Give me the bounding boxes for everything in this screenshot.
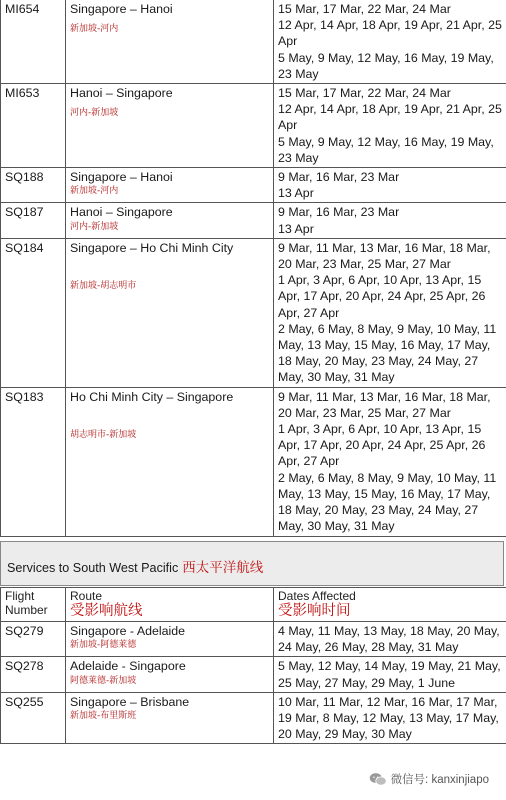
dates-line: 1 Apr, 3 Apr, 6 Apr, 10 Apr, 13 Apr, 15 Apr, 17 Apr, 20 Apr, 24 Apr, 25 Apr, 26 Apr, 27 Apr [278,273,486,320]
flight-number-cell: SQ255 [1,692,66,744]
watermark-text: 微信号: kanxinjiapo [390,774,489,786]
route-cell [66,238,274,387]
route-label: Hanoi – Singapore [70,205,173,220]
table-row [1,168,506,203]
dates-cell [274,238,506,387]
route-cell [66,0,274,84]
dates-line: 9 Mar, 16 Mar, 23 Mar [278,205,400,220]
dates-line: 5 May, 12 May, 14 May, 19 May, 21 May, 25 May, 27 May, 29 May, 1 June [278,659,501,690]
route-label-cn: 阿德莱德-新加坡 [70,675,137,686]
table-header-row [1,588,506,622]
route-cell [66,387,274,536]
route-label: Ho Chi Minh City – Singapore [70,389,234,404]
dates-line: 15 Mar, 17 Mar, 22 Mar, 24 Mar [278,86,451,101]
dates-cell [274,0,506,84]
wechat-icon [369,772,387,787]
flight-number-cell: SQ188 [1,168,66,203]
dates-cell [274,692,506,744]
dates-line: 9 Mar, 11 Mar, 13 Mar, 16 Mar, 18 Mar, 20 Mar, 23 Mar, 25 Mar, 27 Mar [278,389,491,420]
header-route: Route 受影响航线 [66,588,274,622]
table-row [1,622,506,657]
flight-number-cell: MI654 [1,0,66,84]
dates-line: 2 May, 6 May, 8 May, 9 May, 10 May, 11 May, 13 May, 15 May, 16 May, 17 May, 18 May, 20 May, 23 May, 24 May, 27 May, 30 May, 31 May [278,321,497,385]
route-label-cn: 新加坡-胡志明市 [70,281,137,292]
route-cell [66,622,274,657]
route-label-cn: 新加坡-布里斯班 [70,711,137,722]
dates-cell [274,387,506,536]
dates-line: 15 Mar, 17 Mar, 22 Mar, 24 Mar [278,2,451,16]
flight-number-cell: MI653 [1,84,66,168]
route-label: Singapore - Adelaide [70,624,186,638]
flight-number-cell: SQ183 [1,387,66,536]
table-row [1,387,506,536]
wechat-watermark [366,770,492,788]
route-label-cn: 河内-新加坡 [70,221,119,232]
dates-line: 9 Mar, 16 Mar, 23 Mar [278,170,400,185]
route-cell [66,168,274,203]
flight-number-cell: SQ187 [1,203,66,238]
dates-cell [274,657,506,692]
dates-line: 12 Apr, 14 Apr, 18 Apr, 19 Apr, 21 Apr, 25 Apr [278,102,502,133]
dates-cell [274,168,506,203]
affected-flights-table-south-west-pacific [0,587,506,744]
route-cell [66,203,274,238]
dates-line: 10 Mar, 11 Mar, 12 Mar, 16 Mar, 17 Mar, 19 Mar, 8 May, 12 May, 13 May, 17 May, 20 May, 29 May, 30 May [278,694,499,742]
dates-line: 9 Mar, 11 Mar, 13 Mar, 16 Mar, 18 Mar, 20 Mar, 23 Mar, 25 Mar, 27 Mar [278,240,491,272]
route-label-cn: 新加坡-阿德莱德 [70,640,137,651]
table-row [1,0,506,84]
flight-number-cell: SQ278 [1,657,66,692]
header-flight-number: Flight Number [1,588,66,622]
dates-cell [274,622,506,657]
route-cell [66,692,274,744]
flight-number-cell: SQ279 [1,622,66,657]
route-label: Singapore – Hanoi [70,170,173,185]
dates-line: 13 Apr [278,186,314,201]
dates-line: 1 Apr, 3 Apr, 6 Apr, 10 Apr, 13 Apr, 15 Apr, 17 Apr, 20 Apr, 24 Apr, 25 Apr, 26 Apr, 27 Apr [278,422,486,469]
dates-line: 4 May, 11 May, 13 May, 18 May, 20 May, 24 May, 26 May, 28 May, 31 May [278,624,500,655]
route-label: Singapore – Brisbane [70,694,190,709]
section-heading-south-west-pacific [0,541,504,586]
route-cell [66,657,274,692]
dates-line: 5 May, 9 May, 12 May, 16 May, 19 May, 23 May [278,134,494,165]
dates-line: 5 May, 9 May, 12 May, 16 May, 19 May, 23 May [278,50,494,81]
route-label: Hanoi – Singapore [70,86,173,101]
dates-line: 12 Apr, 14 Apr, 18 Apr, 19 Apr, 21 Apr, 25 Apr [278,18,502,49]
route-label-cn: 河内-新加坡 [70,108,119,119]
dates-line: 13 Apr [278,221,314,236]
route-label-cn: 胡志明市-新加坡 [70,429,137,440]
dates-line: 2 May, 6 May, 8 May, 9 May, 10 May, 11 May, 13 May, 15 May, 16 May, 17 May, 18 May, 20 May, 23 May, 24 May, 27 May, 30 May, 31 May [278,470,497,534]
section-title: Services to South West Pacific [7,561,179,575]
route-label: Singapore – Ho Chi Minh City [70,240,234,255]
table-row [1,692,506,744]
dates-cell [274,84,506,168]
section-title-cn: 西太平洋航线 [182,560,264,576]
route-label: Adelaide - Singapore [70,659,186,674]
route-label-cn: 新加坡-河内 [70,186,119,197]
dates-cell [274,203,506,238]
route-label: Singapore – Hanoi [70,2,173,16]
header-dates-affected: Dates Affected 受影响时间 [274,588,506,622]
table-row [1,203,506,238]
route-label-cn: 新加坡-河内 [70,24,119,35]
table-row [1,84,506,168]
table-row [1,657,506,692]
flight-number-cell: SQ184 [1,238,66,387]
route-cell [66,84,274,168]
table-row [1,238,506,387]
